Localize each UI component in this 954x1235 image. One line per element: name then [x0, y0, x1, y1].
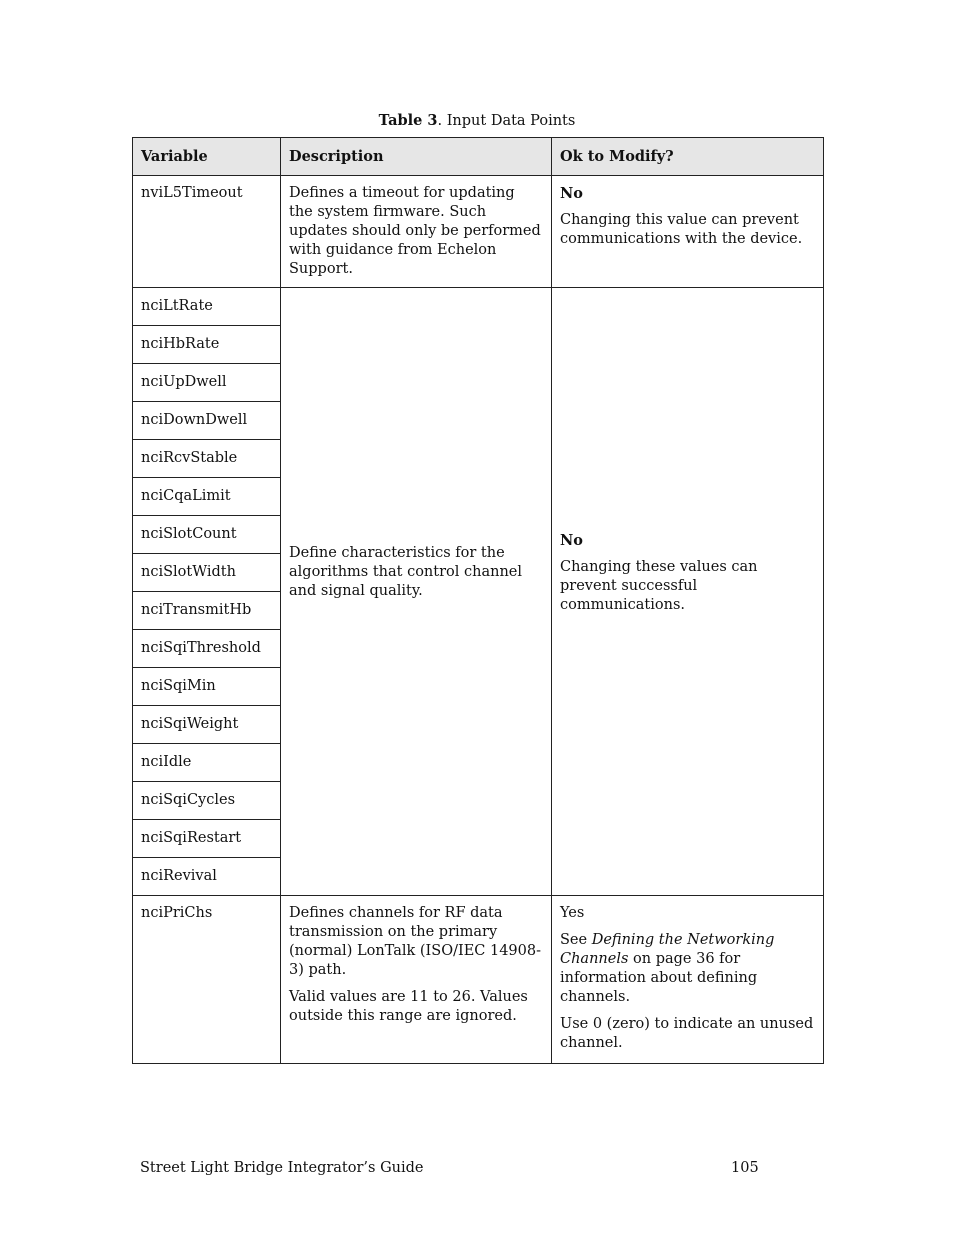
variable-cell: nciDownDwell	[133, 402, 281, 440]
variable-cell: nciSlotCount	[133, 516, 281, 554]
variable-cell: nciSqiWeight	[133, 706, 281, 744]
table-row	[133, 288, 824, 326]
variable-cell: nciCqaLimit	[133, 478, 281, 516]
variable-cell: nciSqiMin	[133, 668, 281, 706]
variable-cell: nciSqiRestart	[133, 820, 281, 858]
description-cell: Defines a timeout for updating the system firmware. Such updates should only be performed with guidance from Echelon Support.	[281, 176, 552, 288]
variable-cell: nciRcvStable	[133, 440, 281, 478]
header-description: Description	[281, 138, 552, 176]
page-number: 105	[731, 1160, 759, 1176]
ok-cell	[552, 896, 824, 1064]
table-row	[133, 896, 824, 1064]
table-caption-text: . Input Data Points	[437, 113, 576, 129]
variable-cell: nciSlotWidth	[133, 554, 281, 592]
variable-cell: nciSqiThreshold	[133, 630, 281, 668]
ok-value: No	[560, 531, 583, 549]
variable-cell: nciLtRate	[133, 288, 281, 326]
variable-cell: nciPriChs	[133, 896, 281, 1064]
ok-value: No	[560, 185, 583, 202]
variable-cell: nciHbRate	[133, 326, 281, 364]
header-ok-to-modify: Ok to Modify?	[552, 138, 824, 176]
ok-cell	[552, 176, 824, 288]
ok-cell	[552, 288, 824, 896]
input-data-points-table	[132, 137, 824, 1064]
table-row	[133, 176, 824, 288]
ok-note: Changing this value can prevent communications with the device.	[560, 212, 803, 247]
variable-cell: nciSqiCycles	[133, 782, 281, 820]
cross-reference-link: Defining the Networking Channels	[560, 932, 775, 967]
footer-title: Street Light Bridge Integrator’s Guide	[140, 1160, 424, 1176]
variable-cell: nciRevival	[133, 858, 281, 896]
description-text: Defines channels for RF data transmission on the primary (normal) LonTalk (ISO/IEC 14908-3) path.	[289, 905, 542, 978]
ok-note: Changing these values can prevent successful communications.	[560, 558, 758, 613]
header-variable: Variable	[133, 138, 281, 176]
ok-note: Use 0 (zero) to indicate an unused channel.	[560, 1016, 814, 1051]
ok-value: Yes	[560, 905, 585, 921]
description-cell	[281, 896, 552, 1064]
variable-cell: nciUpDwell	[133, 364, 281, 402]
description-text: Define characteristics for the algorithms that control channel and signal quality.	[289, 545, 522, 599]
variable-cell: nciTransmitHb	[133, 592, 281, 630]
ok-ref-rest: on page 36 for information about defining channels.	[560, 951, 758, 1005]
table-caption	[0, 112, 954, 129]
table-caption-label: Table 3	[378, 112, 438, 129]
ok-reference	[560, 931, 815, 1007]
ok-see-text: See	[560, 932, 592, 948]
description-cell	[281, 288, 552, 896]
table-header-row	[133, 138, 824, 176]
variable-cell: nciIdle	[133, 744, 281, 782]
description-text: Valid values are 11 to 26. Values outside this range are ignored.	[289, 989, 528, 1024]
variable-cell: nviL5Timeout	[133, 176, 281, 288]
